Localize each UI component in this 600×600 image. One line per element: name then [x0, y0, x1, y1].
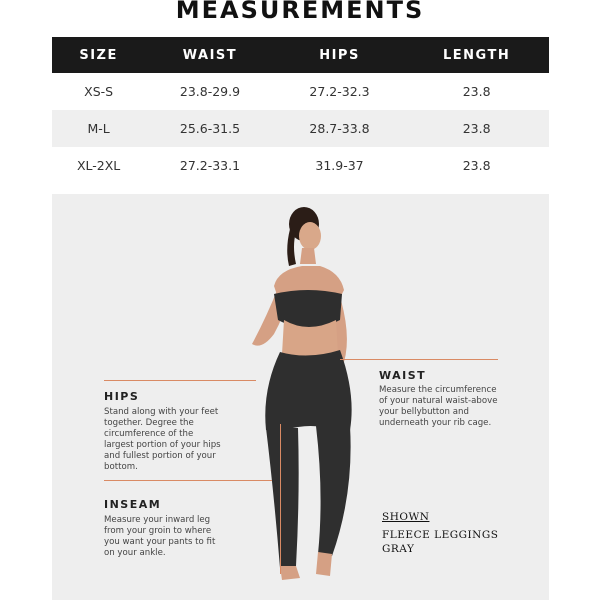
page-title: MEASUREMENTS — [175, 0, 425, 24]
measurement-guide-panel — [52, 194, 549, 600]
inseam-guide-line — [104, 480, 272, 481]
cell-hips: 31.9-37 — [275, 147, 405, 184]
size-chart-table — [52, 37, 549, 184]
cell-hips: 27.2-32.3 — [275, 73, 405, 110]
header-size: SIZE — [52, 37, 145, 73]
inseam-title: INSEAM — [104, 498, 162, 511]
table-row — [52, 110, 549, 147]
cell-hips: 28.7-33.8 — [275, 110, 405, 147]
cell-waist: 27.2-33.1 — [145, 147, 275, 184]
shown-description: FLEECE LEGGINGS GRAY — [382, 529, 499, 555]
header-waist: WAIST — [145, 37, 275, 73]
hips-description: Stand along with your feet together. Degree the circumference of the largest portion of your hips and fullest portion of your bottom. — [104, 407, 221, 472]
cell-size: XS-S — [52, 73, 145, 110]
cell-length: 23.8 — [404, 110, 549, 147]
header-hips: HIPS — [275, 37, 405, 73]
cell-length: 23.8 — [404, 73, 549, 110]
waist-guide-line — [340, 359, 498, 360]
cell-size: XL-2XL — [52, 147, 145, 184]
cell-size: M-L — [52, 110, 145, 147]
cell-waist: 25.6-31.5 — [145, 110, 275, 147]
table-header-row — [52, 37, 549, 73]
waist-title: WAIST — [379, 369, 427, 382]
table-row — [52, 73, 549, 110]
waist-description: Measure the circumference of your natural waist-above your bellybutton and underneath your rib cage. — [379, 385, 498, 428]
cell-waist: 23.8-29.9 — [145, 73, 275, 110]
shown-title: SHOWN — [382, 511, 430, 523]
header-length: LENGTH — [404, 37, 549, 73]
hips-title: HIPS — [104, 390, 140, 403]
inseam-description: Measure your inward leg from your groin to where you want your pants to fit on your ankle. — [104, 515, 216, 558]
table-row — [52, 147, 549, 184]
cell-length: 23.8 — [404, 147, 549, 184]
inseam-vertical-line — [280, 424, 281, 574]
hips-guide-line — [104, 380, 256, 381]
